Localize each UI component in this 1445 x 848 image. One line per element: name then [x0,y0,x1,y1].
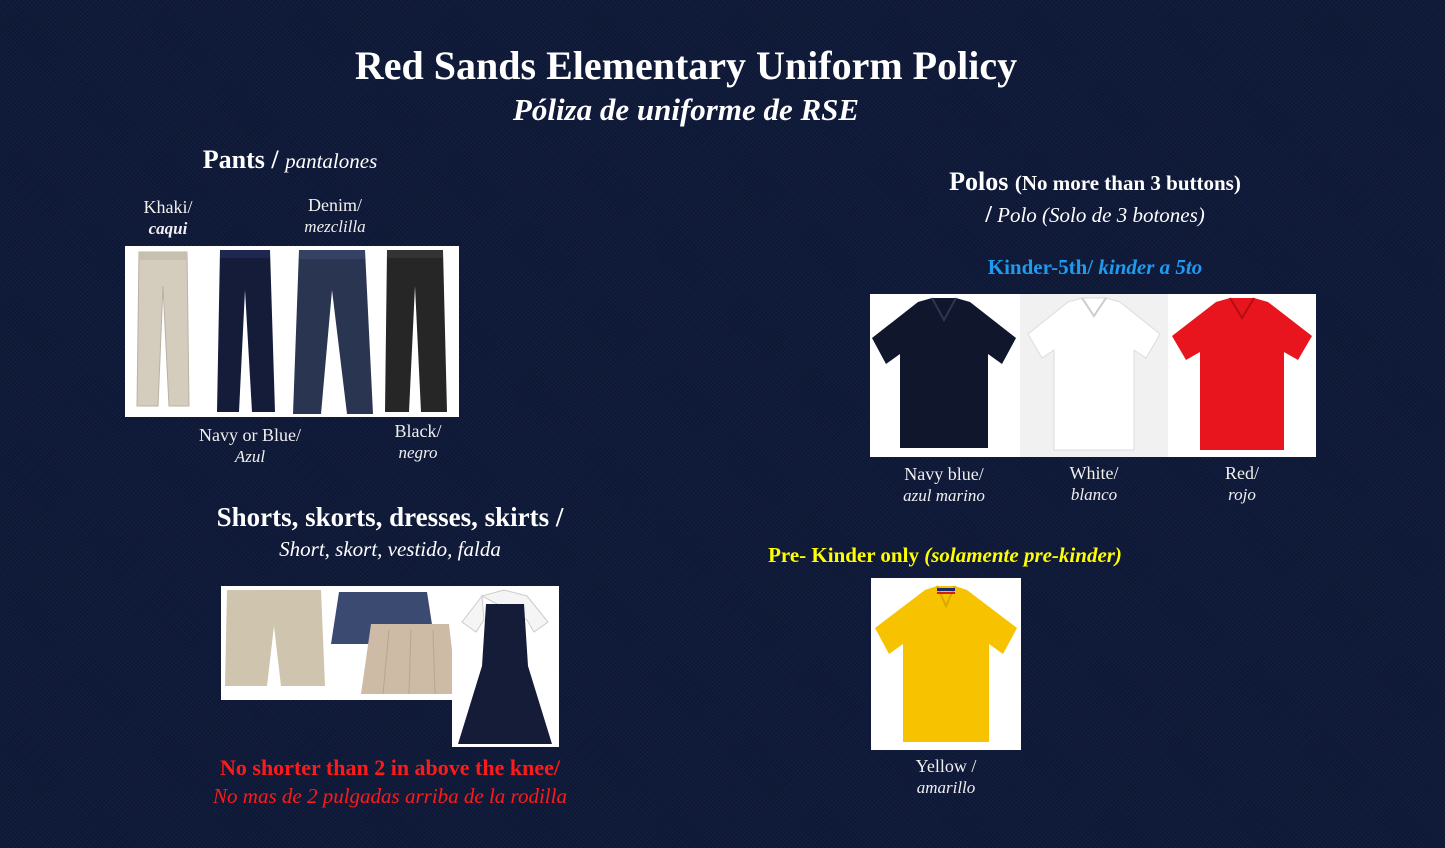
denim-label-es: mezclilla [304,217,366,236]
navy-pants-label [175,424,325,468]
shorts-illustration [221,586,459,700]
kinder-heading-en: Kinder-5th/ [987,255,1094,279]
navy-pants-label-en: Navy or Blue/ [199,425,301,445]
kinder-heading-es: kinder a 5to [1098,255,1203,279]
shorts-photo-panel [221,586,459,700]
navy-pants-image [217,250,275,412]
yellow-polo-image [871,578,1021,750]
length-rule-es: No mas de 2 pulgadas arriba de la rodilla [213,784,567,808]
polos-heading-en: Polos [949,167,1009,196]
polos-illustration [870,294,1316,457]
page-subtitle: Póliza de uniforme de RSE [512,92,860,127]
polos-heading-note: (No more than 3 buttons) [1014,171,1241,195]
polos-heading-es: Polo (Solo de 3 botones) [997,203,1205,227]
page-title: Red Sands Elementary Uniform Policy [354,43,1018,88]
yellow-polo-label-es: amarillo [916,778,976,797]
pants-illustration [125,246,459,417]
prek-heading-es: (solamente pre-kinder) [924,543,1122,567]
red-polo-label [1168,462,1316,506]
pants-heading-en: Pants / [202,145,279,174]
jumper-dress-photo-panel [452,586,559,747]
navy-polo-label-en: Navy blue/ [904,464,984,484]
length-rule-en: No shorter than 2 in above the knee/ [220,755,560,780]
pants-photo-panel [125,246,459,417]
khaki-label [118,196,218,240]
navy-polo-label [870,463,1018,507]
yellow-polo-label [871,755,1021,799]
black-pants-image [385,250,447,412]
white-polo-label-es: blanco [1070,485,1118,504]
pants-heading-es: pantalones [285,149,378,173]
yellow-polo-photo-panel [871,578,1021,750]
polos-photo-panel [870,294,1316,457]
red-polo-label-en: Red/ [1225,463,1259,483]
white-polo-label [1020,462,1168,506]
black-pants-label-es: negro [398,443,438,462]
black-pants-label [368,420,468,464]
navy-polo-image [872,298,1016,448]
polos-heading [870,167,1320,197]
denim-pants-image [293,250,373,414]
black-pants-label-en: Black/ [394,421,442,441]
navy-pants-label-es: Azul [234,447,266,466]
shorts-subheading: Short, skort, vestido, falda [279,537,501,561]
jumper-dress-image [452,586,559,747]
khaki-label-es: caqui [148,219,188,238]
denim-label [285,194,385,238]
white-polo-label-en: White/ [1069,463,1119,483]
khaki-skirt-image [361,624,457,694]
khaki-pants-image [137,252,189,406]
navy-polo-label-es: azul marino [903,486,985,505]
polos-slash: / [985,202,992,228]
prek-heading [720,543,1170,568]
shorts-heading: Shorts, skorts, dresses, skirts / [216,502,564,532]
red-polo-label-es: rojo [1228,485,1256,504]
khaki-shorts-image [225,590,325,686]
red-polo-image [1172,298,1312,450]
prek-heading-en: Pre- Kinder only [768,543,919,567]
khaki-label-en: Khaki/ [143,197,193,217]
polos-subheading [870,202,1320,229]
yellow-polo-label-en: Yellow / [915,756,977,776]
kinder-heading [870,255,1320,280]
denim-label-en: Denim/ [308,195,362,215]
pants-heading [150,145,430,175]
